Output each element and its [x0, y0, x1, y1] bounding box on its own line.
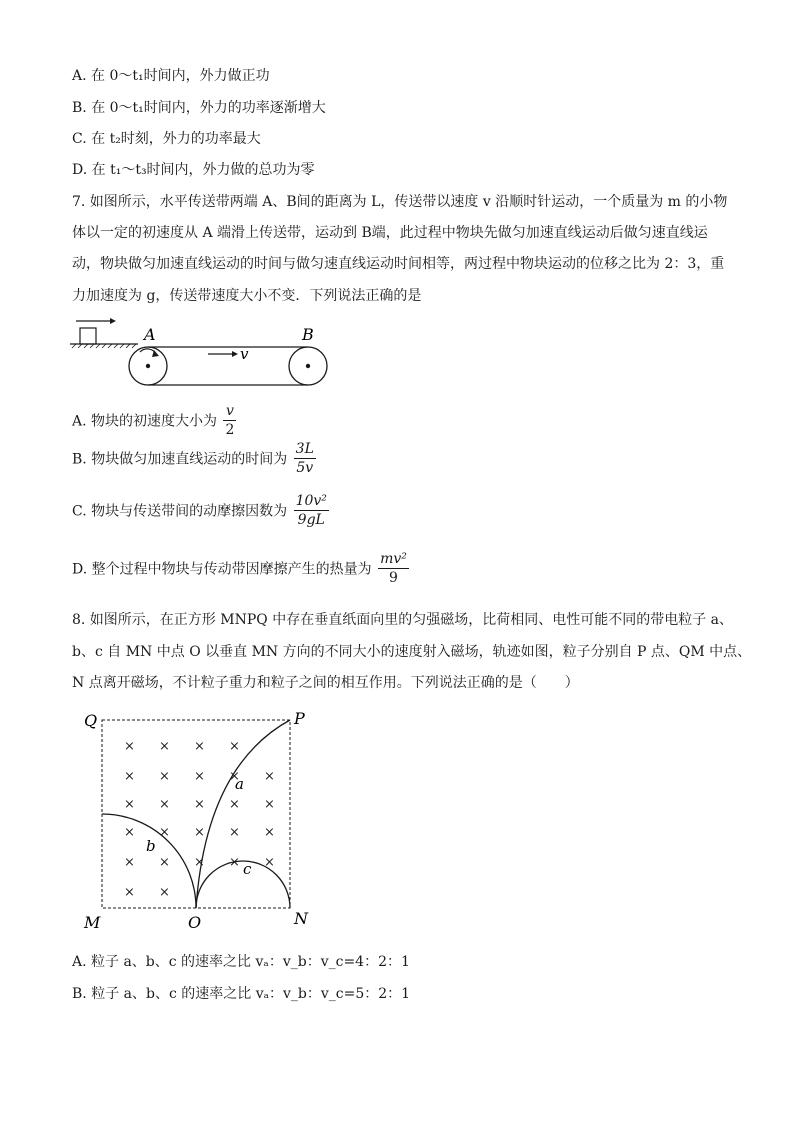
- label-v: v: [240, 345, 249, 363]
- field-cross: ×: [264, 797, 275, 812]
- field-cross: ×: [124, 739, 135, 754]
- q7-option-a: [72, 402, 236, 439]
- label-b: B: [302, 325, 314, 344]
- field-cross: ×: [124, 885, 135, 900]
- q7-option-d: [72, 550, 409, 587]
- q8-option-a: A. 粒子 a、b、c 的速率之比 vₐ：v_b：v_c=4：2：1: [72, 954, 410, 970]
- field-cross: ×: [229, 797, 240, 812]
- block: [80, 328, 96, 344]
- field-cross: ×: [229, 739, 240, 754]
- field-cross: ×: [194, 769, 205, 784]
- field-cross: ×: [124, 825, 135, 840]
- q7-option-b-fraction: $\frac{3L}{5v}$: [295, 441, 314, 476]
- field-cross: ×: [229, 825, 240, 840]
- q7-option-a-fraction: $\frac{v}{2}$: [225, 403, 235, 438]
- q7-stem-line-3: 动，物块做匀加速直线运动的时间与做匀速直线运动时间相等，两过程中物块运动的位移之比为 2：3，重: [72, 256, 725, 272]
- field-cross: ×: [264, 769, 275, 784]
- field-cross: ×: [124, 855, 135, 870]
- label-m: M: [84, 913, 101, 932]
- q7-option-b: [72, 440, 316, 477]
- q6-option-b: B. 在 0～t₁时间内，外力的功率逐渐增大: [72, 100, 326, 116]
- field-cross: ×: [124, 797, 135, 812]
- q6-option-d: D. 在 t₁～t₃时间内，外力做的总功为零: [72, 162, 315, 178]
- q7-option-b-text: B. 物块做匀加速直线运动的时间为: [72, 451, 288, 468]
- field-cross: ×: [194, 739, 205, 754]
- label-c: c: [243, 860, 252, 878]
- field-cross: ×: [159, 855, 170, 870]
- field-cross: ×: [159, 885, 170, 900]
- field-cross: ×: [229, 769, 240, 784]
- label-n: N: [294, 909, 308, 928]
- trajectory-a: [196, 720, 290, 908]
- label-q: Q: [84, 711, 98, 730]
- q7-option-c: [72, 492, 329, 529]
- label-a: a: [235, 775, 244, 793]
- q7-option-d-text: D. 整个过程中物块与传动带因摩擦产生的热量为: [72, 561, 372, 578]
- label-b: b: [146, 837, 156, 855]
- trajectory-b: [102, 814, 196, 908]
- q7-conveyor-figure: [70, 312, 340, 392]
- field-cross: ×: [159, 797, 170, 812]
- q7-stem-line-4: 力加速度为 g，传送带速度大小不变．下列说法正确的是: [72, 288, 422, 304]
- q7-option-a-text: A. 物块的初速度大小为: [72, 413, 218, 430]
- q7-option-d-fraction: $\frac{\text{mv²}}{9}$: [380, 551, 407, 586]
- field-cross: ×: [194, 855, 205, 870]
- field-cross: ×: [194, 797, 205, 812]
- q7-stem-line-1: 7. 如图所示，水平传送带两端 A、B间的距离为 L，传送带以速度 v 沿顺时针运动，一个质量为 m 的小物: [72, 194, 728, 210]
- field-cross: ×: [159, 769, 170, 784]
- label-a: A: [144, 325, 156, 344]
- field-cross: ×: [264, 855, 275, 870]
- q6-option-a: A. 在 0～t₁时间内，外力做正功: [72, 68, 270, 84]
- field-cross: ×: [159, 739, 170, 754]
- q7-stem-line-2: 体以一定的初速度从 A 端滑上传送带，运动到 B端，此过程中物块先做匀加速直线运动后做匀速直线运: [72, 225, 708, 241]
- field-cross: ×: [124, 769, 135, 784]
- q8-stem-line-2: b、c 自 MN 中点 O 以垂直 MN 方向的不同大小的速度射入磁场，轨迹如图，粒子分别自 P 点、QM 中点、: [72, 644, 752, 660]
- q8-stem-line-3: N 点离开磁场，不计粒子重力和粒子之间的相互作用。下列说法正确的是（ ）: [72, 675, 579, 691]
- field-cross: ×: [194, 825, 205, 840]
- q7-option-c-fraction: $\frac{\text{10v²}}{9gL}$: [295, 493, 327, 528]
- q8-option-b: B. 粒子 a、b、c 的速率之比 vₐ：v_b：v_c=5：2：1: [72, 986, 411, 1002]
- field-cross: ×: [229, 855, 240, 870]
- label-o: O: [188, 913, 202, 932]
- q7-option-c-text: C. 物块与传送带间的动摩擦因数为: [72, 503, 288, 520]
- label-p: P: [294, 709, 305, 728]
- field-cross: ×: [264, 825, 275, 840]
- q6-option-c: C. 在 t₂时刻，外力的功率最大: [72, 131, 261, 147]
- q8-field-figure: [78, 706, 318, 936]
- q8-stem-line-1: 8. 如图所示，在正方形 MNPQ 中存在垂直纸面向里的匀强磁场，比荷相同、电性可能不同的带电粒子 a、: [72, 612, 733, 628]
- field-cross: ×: [159, 825, 170, 840]
